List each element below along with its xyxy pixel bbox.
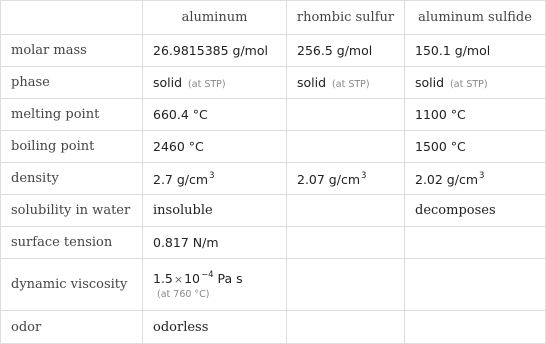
odor-aluminum: odorless <box>143 311 287 344</box>
viscosity-mantissa: 1.5 <box>153 270 173 286</box>
row-density <box>1 163 546 195</box>
phase-aluminum-note: (at STP) <box>188 79 226 90</box>
boiling-point-aluminum-sulfide: 1500 °C <box>405 131 546 163</box>
solubility-aluminum-sulfide: decomposes <box>405 195 546 227</box>
molar-mass-rhombic-sulfur: 256.5 g/mol <box>287 35 405 67</box>
density-aluminum-sulfide-value: 2.02 g/cm <box>415 171 479 187</box>
melting-point-aluminum: 660.4 °C <box>143 99 287 131</box>
viscosity-note: (at 760 °C) <box>157 288 210 300</box>
phase-aluminum <box>143 67 287 99</box>
solubility-aluminum: insoluble <box>143 195 287 227</box>
label-surface-tension: surface tension <box>1 227 143 259</box>
melting-point-rhombic-sulfur <box>287 99 405 131</box>
header-row <box>1 1 546 35</box>
surface-tension-rhombic-sulfur <box>287 227 405 259</box>
label-melting-point: melting point <box>1 99 143 131</box>
viscosity-base: 10 <box>184 270 201 286</box>
phase-rhombic-sulfur-note: (at STP) <box>332 79 370 90</box>
density-aluminum-value: 2.7 g/cm <box>153 171 209 187</box>
row-melting-point <box>1 99 546 131</box>
solubility-rhombic-sulfur <box>287 195 405 227</box>
phase-aluminum-sulfide-note: (at STP) <box>450 79 488 90</box>
row-molar-mass <box>1 35 546 67</box>
viscosity-exponent: −4 <box>201 269 214 280</box>
row-surface-tension <box>1 227 546 259</box>
dynamic-viscosity-aluminum-sulfide <box>405 259 546 311</box>
label-odor: odor <box>1 311 143 344</box>
dynamic-viscosity-rhombic-sulfur <box>287 259 405 311</box>
boiling-point-rhombic-sulfur <box>287 131 405 163</box>
row-boiling-point <box>1 131 546 163</box>
molar-mass-aluminum: 26.9815385 g/mol <box>143 35 287 67</box>
molar-mass-aluminum-sulfide: 150.1 g/mol <box>405 35 546 67</box>
density-rhombic-sulfur-value: 2.07 g/cm <box>297 171 361 187</box>
density-rhombic-sulfur <box>287 163 405 195</box>
label-phase: phase <box>1 67 143 99</box>
dynamic-viscosity-aluminum <box>143 259 287 311</box>
header-aluminum-sulfide: aluminum sulfide <box>405 1 546 35</box>
viscosity-unit: Pa s <box>217 270 243 286</box>
density-aluminum-exponent: 3 <box>209 170 215 181</box>
phase-rhombic-sulfur-value: solid <box>297 75 327 90</box>
phase-aluminum-sulfide-value: solid <box>415 75 445 90</box>
row-dynamic-viscosity <box>1 259 546 311</box>
label-molar-mass: molar mass <box>1 35 143 67</box>
boiling-point-aluminum: 2460 °C <box>143 131 287 163</box>
label-solubility: solubility in water <box>1 195 143 227</box>
label-boiling-point: boiling point <box>1 131 143 163</box>
surface-tension-aluminum-sulfide <box>405 227 546 259</box>
row-solubility <box>1 195 546 227</box>
density-aluminum-sulfide <box>405 163 546 195</box>
phase-aluminum-sulfide <box>405 67 546 99</box>
header-rhombic-sulfur: rhombic sulfur <box>287 1 405 35</box>
row-odor <box>1 311 546 344</box>
label-dynamic-viscosity: dynamic viscosity <box>1 259 143 311</box>
row-phase <box>1 67 546 99</box>
phase-rhombic-sulfur <box>287 67 405 99</box>
melting-point-aluminum-sulfide: 1100 °C <box>405 99 546 131</box>
header-aluminum: aluminum <box>143 1 287 35</box>
density-rhombic-sulfur-exponent: 3 <box>361 170 367 181</box>
viscosity-times-sign: × <box>173 272 184 286</box>
phase-aluminum-value: solid <box>153 75 183 90</box>
odor-aluminum-sulfide <box>405 311 546 344</box>
surface-tension-aluminum: 0.817 N/m <box>143 227 287 259</box>
density-aluminum <box>143 163 287 195</box>
header-empty <box>1 1 143 35</box>
label-density: density <box>1 163 143 195</box>
density-aluminum-sulfide-exponent: 3 <box>479 170 485 181</box>
odor-rhombic-sulfur <box>287 311 405 344</box>
